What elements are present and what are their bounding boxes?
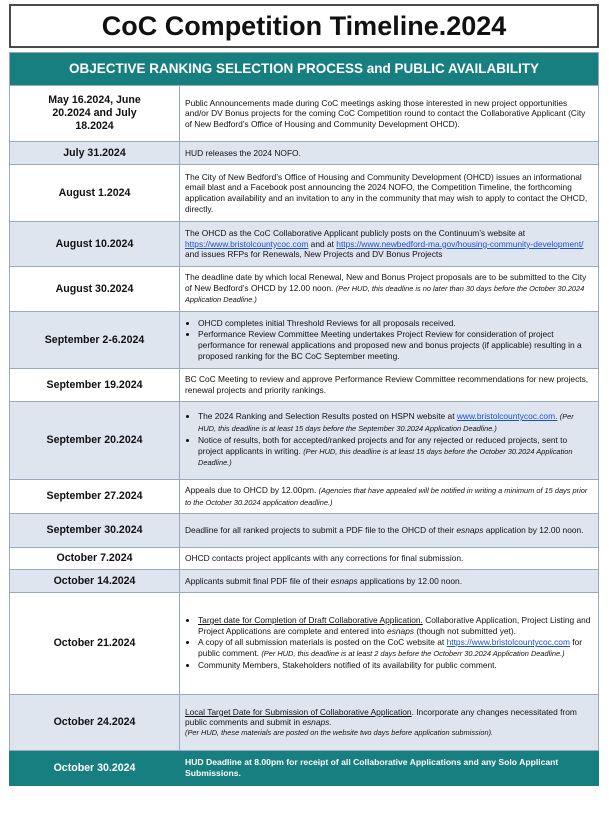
table-row [10,548,599,570]
table-row [10,695,599,751]
description-cell [180,480,599,514]
row-text: Deadline for all ranked projects to submit a PDF file to the OHCD of their [185,525,455,536]
continuum-website-link[interactable]: https://www.bristolcountycoc.com [185,238,309,249]
description-cell: BC CoC Meeting to review and approve Performance Review Committee recommendations for new projects, renewal projects and priority rankings. [180,369,599,402]
row-text: The 2024 Ranking and Selection Results posted on HSPN website at [198,411,455,422]
table-row [10,222,599,267]
row-text: (though not submitted yet). [416,625,516,636]
page-title: CoC Competition Timeline.2024 [9,4,599,48]
hud-note: (Agencies that have appealed will be notified in writing a minimum of 15 days prior to the October 30.2024 application deadline.) [185,485,588,507]
list-item [198,615,593,636]
description-cell [180,312,599,369]
table-row [10,86,599,142]
date-cell: October 14.2024 [10,570,180,593]
description-cell: HUD releases the 2024 NOFO. [180,142,599,165]
hud-note: (Per HUD, this deadline is at least 15 days before the October 30.2024 Application Deadline.) [198,446,573,468]
hud-note: (Per HUD, this deadline is no later than 30 days before the October 30.2024 Application Deadline.) [185,283,585,305]
description-cell: Public Announcements made during CoC meetings asking those interested in new project opportunities and/or DV Bonus projects for the coming CoC Competition round to contact the Collaborative Applicant (City of New Bedford’s Office of Housing and Community Development OHCD). [180,86,599,142]
table-row [10,751,599,786]
coc-website-link[interactable]: https://www.bristolcountycoc.com [446,637,570,648]
description-cell: HUD Deadline at 8.00pm for receipt of all Collaborative Applications and any Solo Applicant Submissions. [180,751,599,786]
bullet-list [185,411,593,469]
date-cell: September 19.2024 [10,369,180,402]
hud-note: (Per HUD, this deadline is at least 15 days before the September 30.2024 Application Deadline.) [198,412,574,433]
table-row [10,402,599,480]
date-cell: August 1.2024 [10,165,180,222]
bullet-list [185,318,593,361]
date-cell: September 20.2024 [10,402,180,480]
row-text: applications by 12.00 noon. [360,575,463,586]
esnaps-term: esnaps [330,575,358,586]
row-text: The OHCD as the CoC Collaborative Applicant publicly posts on the Continuum’s website at [185,228,526,239]
target-date-heading: Target date for Completion of Draft Collaborative Application. [198,615,423,626]
table-row [10,570,599,593]
row-text: for public comment. [198,637,583,658]
date-cell: August 10.2024 [10,222,180,267]
target-date-heading: Local Target Date for Submission of Collaborative Application [185,706,412,717]
row-text: Applicants submit final PDF file of their [185,575,329,586]
table-row [10,267,599,312]
new-bedford-website-link[interactable]: https://www.newbedford-ma.gov/housing-community-development/ [336,238,584,249]
list-item [198,637,593,659]
list-item: • OHCD completes initial Threshold Reviews for all proposals received. [198,318,593,329]
date-cell: September 27.2024 [10,480,180,514]
description-cell [180,593,599,695]
date-cell [10,86,180,142]
table-row [10,369,599,402]
date-cell: October 24.2024 [10,695,180,751]
row-text: . Incorporate any changes necessitated from public comments and submit in [185,706,577,728]
date-cell: September 2-6.2024 [10,312,180,369]
date-cell: September 30.2024 [10,514,180,548]
table-row [10,312,599,369]
timeline-table [9,52,599,786]
row-text: and issues RFPs for Renewals, New Projects and DV Bonus Projects [185,249,443,260]
row-text: application by 12.00 noon. [485,525,584,536]
table-row [10,142,599,165]
description-cell: OHCD contacts project applicants with any corrections for final submission. [180,548,599,570]
bullet-list [185,615,593,671]
table-row [10,593,599,695]
list-item: • Performance Review Committee Meeting undertakes Project Review for consideration of project performance for renewal applications and proposed new and bonus projects (if applicable) resulting in a proposed ranking for the BC CoC September meeting. [198,329,593,361]
table-row [10,514,599,548]
date-text: May 16.2024, June 20.2024 and July 18.2024 [48,94,141,132]
date-cell: October 7.2024 [10,548,180,570]
hud-note: (Per HUD, this deadline is at least 2 days before the Octoberr 30.2024 Application Deadline.) [261,648,565,658]
description-cell: The City of New Bedford’s Office of Housing and Community Development (OHCD) issues an informational email blast and a Facebook post announcing the 2024 NOFO, the Competition Timeline, the forthcoming application availability and an invitation to any in the community that may wish to apply to contact the OHCD, directly. [180,165,599,222]
description-cell [180,570,599,593]
description-cell [180,695,599,751]
description-cell [180,222,599,267]
row-text: and at [310,238,334,249]
hspn-website-link[interactable]: www.bristolcountycoc.com. [456,411,558,422]
list-item [198,435,593,469]
date-cell: October 21.2024 [10,593,180,695]
description-cell [180,514,599,548]
hud-note: (Per HUD, these materials are posted on the website two days before application submission). [185,727,494,737]
row-text: A copy of all submission materials is posted on the CoC website at [198,637,445,648]
row-text: Notice of results, both for accepted/ranked projects and for any rejected or reduced projects, sent to project applicants in writing. [198,435,568,456]
esnaps-term: esnaps [456,525,484,536]
row-text: Collaborative Application, Project Listing and Project Applications are complete and entered into [198,615,591,636]
table-row [10,480,599,514]
list-item [198,411,593,434]
description-cell [180,402,599,480]
table-row [10,165,599,222]
esnaps-term: esnaps [387,625,415,636]
row-text: Appeals due to OHCD by 12.00pm. [185,484,317,495]
date-cell: July 31.2024 [10,142,180,165]
esnaps-term: esnaps. [302,717,332,728]
table-header-row [10,53,599,86]
date-cell: October 30.2024 [10,751,180,786]
section-header: OBJECTIVE RANKING SELECTION PROCESS and PUBLIC AVAILABILITY [10,53,599,86]
row-text: The deadline date by which local Renewal, New and Bonus Project proposals are to be submitted to the City of New Bedford’s OHCD by 12.00 noon. [185,272,587,293]
description-cell [180,267,599,312]
date-cell: August 30.2024 [10,267,180,312]
list-item: • Community Members, Stakeholders notified of its availability for public comment. [198,660,593,671]
